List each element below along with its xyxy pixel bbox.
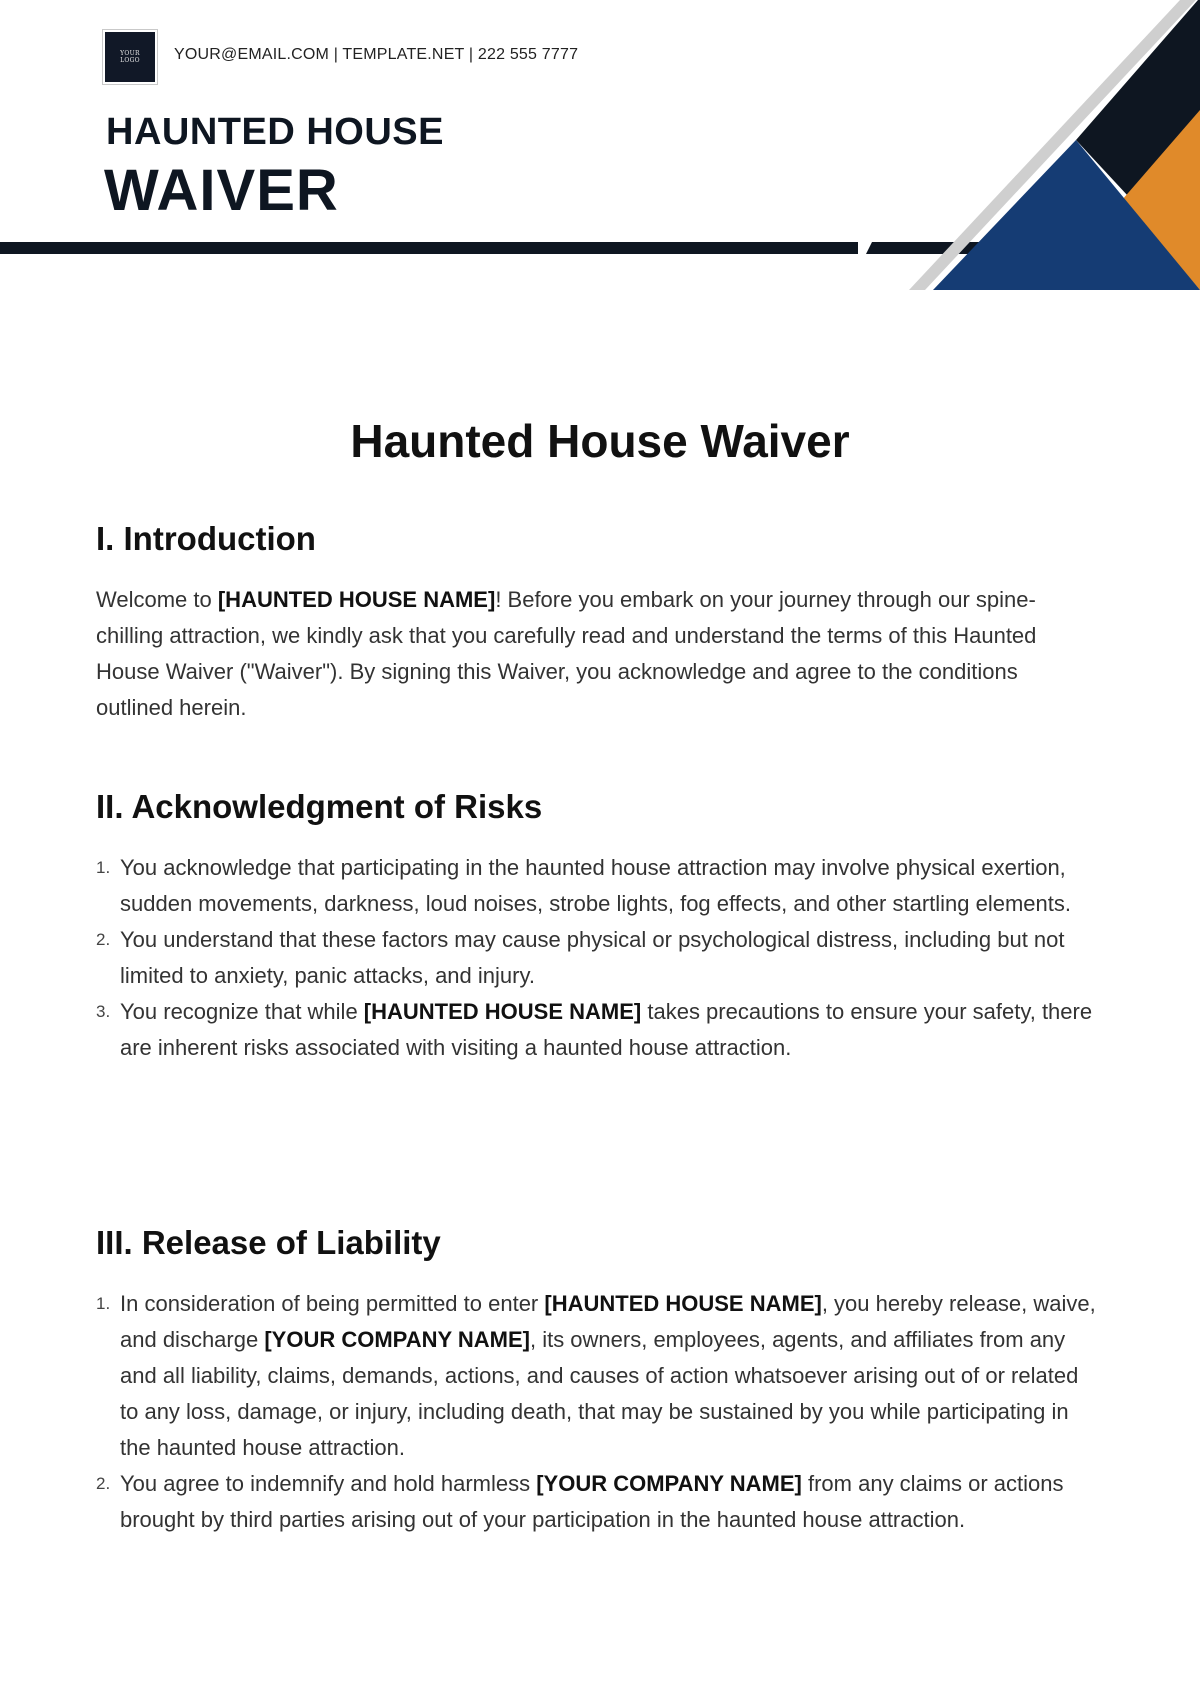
placeholder-company-name: [YOUR COMPANY NAME] (536, 1471, 802, 1496)
list-item (96, 1466, 1096, 1538)
section-heading: II. Acknowledgment of Risks (96, 788, 543, 825)
company-logo (105, 32, 155, 82)
header (0, 0, 1200, 300)
list-number: 2. (96, 930, 111, 949)
risks-list (96, 850, 1096, 1066)
document-title: Haunted House Waiver (350, 415, 850, 467)
text-run: In consideration of being permitted to enter (120, 1291, 545, 1316)
placeholder-haunted-house-name: [HAUNTED HOUSE NAME] (217, 587, 496, 612)
header-title-line2: WAIVER (104, 158, 339, 223)
contact-info: YOUR@EMAIL.COM | TEMPLATE.NET | 222 555 7777 (174, 46, 579, 63)
list-item-text: You acknowledge that participating in the haunted house attraction may involve physical exertion, sudden movements, darkness, loud noises, strobe lights, fog effects, and other startling elements. (120, 855, 1072, 916)
placeholder-haunted-house-name: [HAUNTED HOUSE NAME] (363, 999, 642, 1024)
text-run: Welcome to (96, 587, 218, 612)
text-run: , you hereby release, waive, and discharge (120, 1291, 1096, 1352)
placeholder-company-name: [YOUR COMPANY NAME] (264, 1327, 530, 1352)
liability-list (96, 1286, 1096, 1538)
logo-text: YOUR LOGO (120, 50, 140, 64)
list-item (96, 850, 1096, 922)
text-run: from any claims or actions brought by third parties arising out of your participation in the haunted house attraction. (120, 1471, 1064, 1532)
header-rule-left (0, 242, 858, 254)
header-title-line1: HAUNTED HOUSE (106, 111, 444, 153)
list-item (96, 922, 1096, 994)
list-number: 1. (96, 1294, 111, 1313)
text-run: ! Before you embark on your journey through our spine-chilling attraction, we kindly ask that you carefully read and understand the terms of this Haunted House Waiver ("Waiver"). By signing this Waiver, you acknowledge and agree to the conditions outlined herein. (96, 587, 1037, 720)
list-number: 3. (96, 1002, 111, 1021)
section-acknowledgment-of-risks (96, 788, 1096, 1066)
text-run: You recognize that while (120, 999, 364, 1024)
section-introduction (96, 520, 1096, 726)
section-heading: I. Introduction (96, 520, 316, 557)
list-item (96, 994, 1096, 1066)
section-release-of-liability (96, 1224, 1096, 1538)
list-number: 2. (96, 1474, 111, 1493)
section-heading: III. Release of Liability (96, 1224, 441, 1261)
text-run: You agree to indemnify and hold harmless (120, 1471, 537, 1496)
list-item-text: You understand that these factors may cause physical or psychological distress, including but not limited to anxiety, panic attacks, and injury. (120, 927, 1065, 988)
list-number: 1. (96, 858, 111, 877)
text-run: , its owners, employees, agents, and affiliates from any and all liability, claims, demands, actions, and causes of action whatsoever arising out of or related to any loss, damage, or injury, including death, that may be sustained by you while participating in the haunted house attraction. (120, 1327, 1079, 1460)
intro-paragraph (96, 582, 1096, 726)
list-item (96, 1286, 1096, 1466)
text-run: takes precautions to ensure your safety, there are inherent risks associated with visiting a haunted house attraction. (120, 999, 1093, 1060)
placeholder-haunted-house-name: [HAUNTED HOUSE NAME] (544, 1291, 822, 1316)
